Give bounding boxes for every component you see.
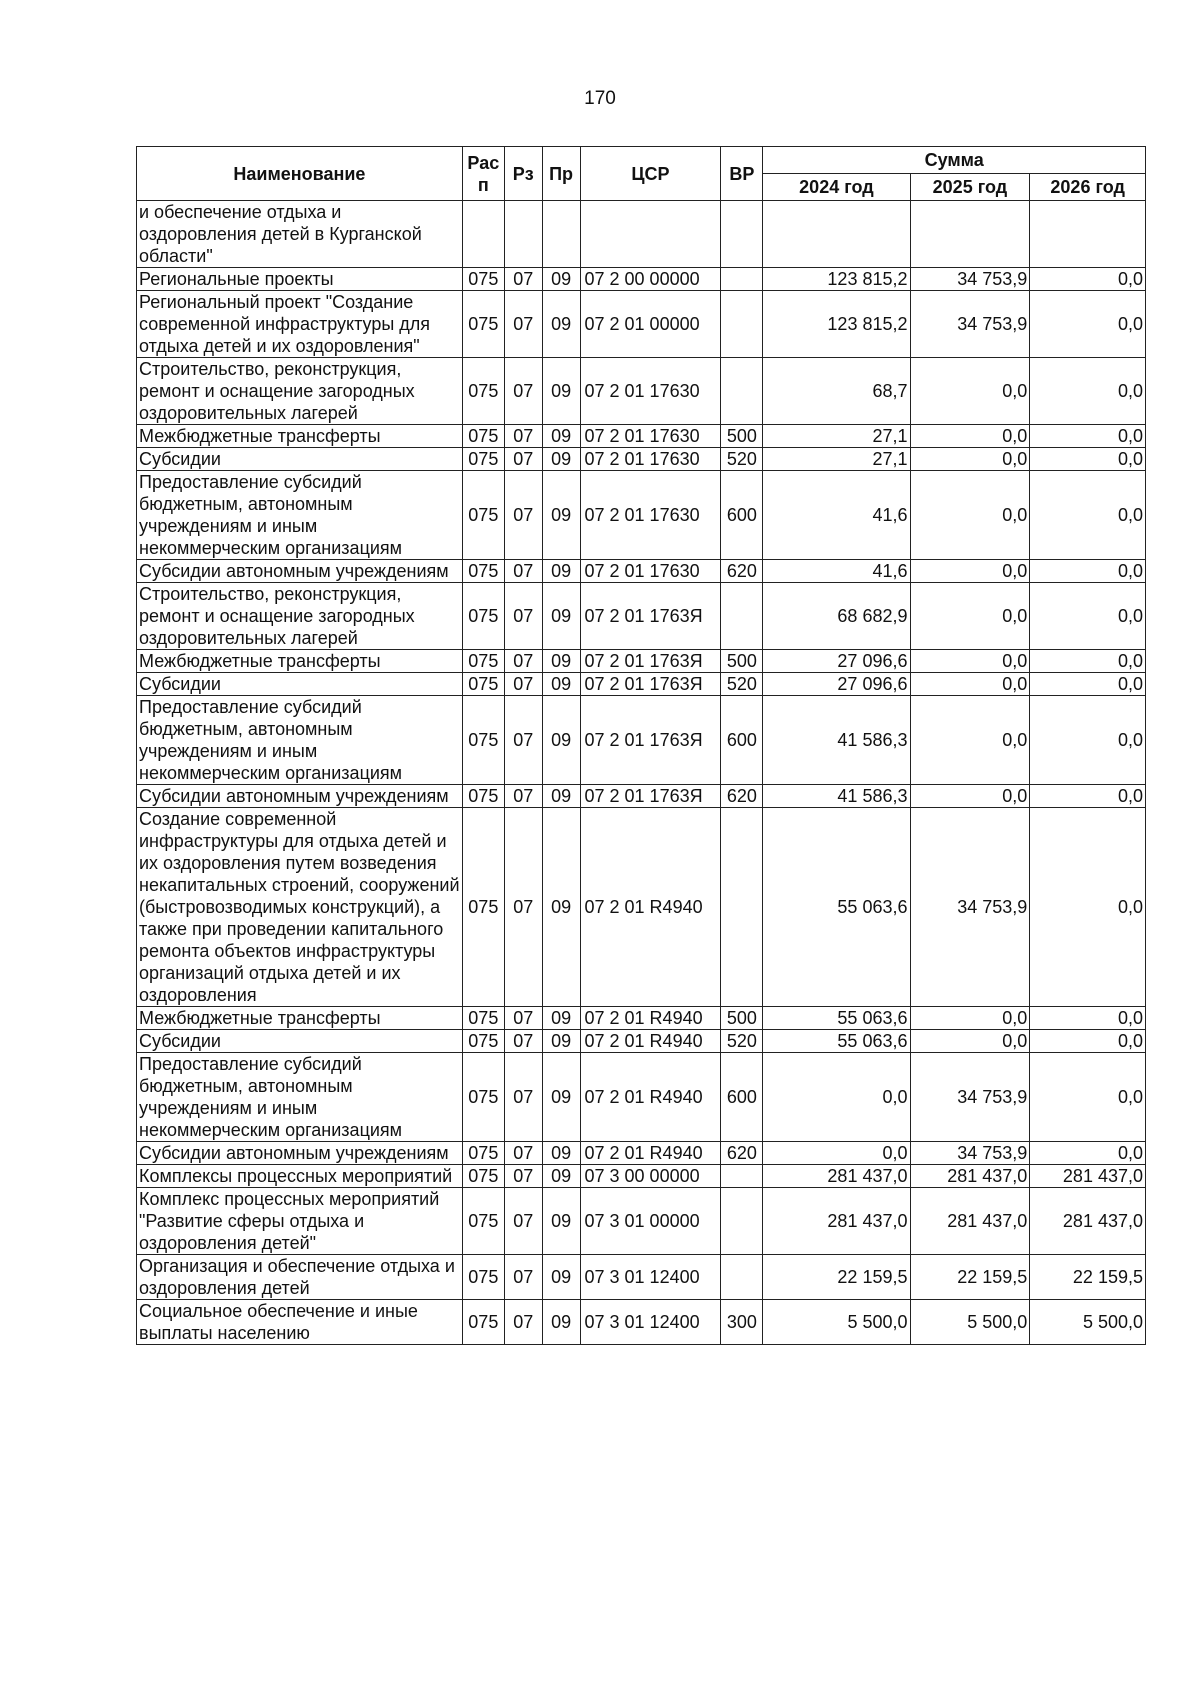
cell-amount-2026: 0,0 xyxy=(1030,696,1146,785)
table-row xyxy=(137,785,1146,808)
cell-amount-2025: 281 437,0 xyxy=(910,1165,1030,1188)
header-year-2024: 2024 год xyxy=(763,174,910,201)
table-row xyxy=(137,1165,1146,1188)
cell-pr: 09 xyxy=(542,650,580,673)
cell-name: Межбюджетные трансферты xyxy=(137,1007,463,1030)
cell-pr: 09 xyxy=(542,471,580,560)
cell-name: и обеспечение отдыха и оздоровления детей в Курганской области" xyxy=(137,201,463,268)
cell-csr: 07 2 01 17630 xyxy=(580,358,721,425)
cell-rasp: 075 xyxy=(462,1007,504,1030)
cell-pr: 09 xyxy=(542,1142,580,1165)
cell-csr: 07 3 00 00000 xyxy=(580,1165,721,1188)
table-row xyxy=(137,1053,1146,1142)
cell-amount-2024: 123 815,2 xyxy=(763,291,910,358)
cell-csr: 07 2 01 1763Я xyxy=(580,583,721,650)
cell-rasp: 075 xyxy=(462,650,504,673)
cell-pr: 09 xyxy=(542,358,580,425)
cell-amount-2026: 281 437,0 xyxy=(1030,1188,1146,1255)
table-row xyxy=(137,448,1146,471)
cell-pr: 09 xyxy=(542,1165,580,1188)
cell-name: Комплексы процессных мероприятий xyxy=(137,1165,463,1188)
cell-rz: 07 xyxy=(504,1007,542,1030)
cell-vr xyxy=(721,583,763,650)
cell-amount-2025: 0,0 xyxy=(910,696,1030,785)
cell-name: Субсидии xyxy=(137,673,463,696)
cell-rz: 07 xyxy=(504,1188,542,1255)
cell-rasp: 075 xyxy=(462,1053,504,1142)
cell-name: Предоставление субсидий бюджетным, автономным учреждениям и иным некоммерческим организациям xyxy=(137,1053,463,1142)
cell-name: Субсидии автономным учреждениям xyxy=(137,785,463,808)
cell-pr: 09 xyxy=(542,448,580,471)
cell-csr: 07 3 01 12400 xyxy=(580,1300,721,1345)
cell-name: Создание современной инфраструктуры для отдыха детей и их оздоровления путем возведения некапитальных строений, сооружений (быстровозводимых конструкций), а также при проведении капитального ремонта объектов инфраструктуры организаций отдыха детей и их оздоровления xyxy=(137,808,463,1007)
cell-csr: 07 2 01 1763Я xyxy=(580,673,721,696)
cell-amount-2024: 55 063,6 xyxy=(763,1030,910,1053)
table-row xyxy=(137,358,1146,425)
cell-amount-2025: 0,0 xyxy=(910,560,1030,583)
cell-amount-2025: 0,0 xyxy=(910,673,1030,696)
cell-csr: 07 2 01 R4940 xyxy=(580,808,721,1007)
cell-amount-2026: 0,0 xyxy=(1030,785,1146,808)
cell-amount-2026: 0,0 xyxy=(1030,673,1146,696)
cell-amount-2026: 0,0 xyxy=(1030,1053,1146,1142)
cell-amount-2024: 55 063,6 xyxy=(763,808,910,1007)
table-row xyxy=(137,1188,1146,1255)
cell-amount-2026: 0,0 xyxy=(1030,1030,1146,1053)
cell-rasp xyxy=(462,201,504,268)
cell-rz: 07 xyxy=(504,471,542,560)
cell-csr: 07 2 01 17630 xyxy=(580,471,721,560)
cell-rz: 07 xyxy=(504,1300,542,1345)
cell-amount-2026: 0,0 xyxy=(1030,808,1146,1007)
cell-name: Межбюджетные трансферты xyxy=(137,650,463,673)
cell-csr: 07 2 01 1763Я xyxy=(580,650,721,673)
cell-rz: 07 xyxy=(504,583,542,650)
cell-vr: 500 xyxy=(721,425,763,448)
table-row xyxy=(137,201,1146,268)
cell-amount-2024: 0,0 xyxy=(763,1142,910,1165)
cell-amount-2025: 0,0 xyxy=(910,650,1030,673)
cell-rz: 07 xyxy=(504,425,542,448)
cell-amount-2024: 55 063,6 xyxy=(763,1007,910,1030)
cell-vr xyxy=(721,1165,763,1188)
cell-amount-2025: 281 437,0 xyxy=(910,1188,1030,1255)
cell-csr: 07 2 01 17630 xyxy=(580,560,721,583)
cell-amount-2025: 22 159,5 xyxy=(910,1255,1030,1300)
cell-name: Строительство, реконструкция, ремонт и оснащение загородных оздоровительных лагерей xyxy=(137,583,463,650)
cell-amount-2026: 0,0 xyxy=(1030,291,1146,358)
cell-csr: 07 3 01 12400 xyxy=(580,1255,721,1300)
cell-amount-2025: 34 753,9 xyxy=(910,268,1030,291)
cell-amount-2025: 0,0 xyxy=(910,583,1030,650)
cell-vr: 300 xyxy=(721,1300,763,1345)
cell-amount-2025: 0,0 xyxy=(910,358,1030,425)
cell-pr: 09 xyxy=(542,785,580,808)
cell-rasp: 075 xyxy=(462,583,504,650)
cell-pr: 09 xyxy=(542,1007,580,1030)
cell-csr: 07 2 01 00000 xyxy=(580,291,721,358)
cell-rasp: 075 xyxy=(462,1300,504,1345)
cell-csr: 07 2 01 R4940 xyxy=(580,1053,721,1142)
cell-rasp: 075 xyxy=(462,808,504,1007)
cell-amount-2026: 0,0 xyxy=(1030,650,1146,673)
cell-name: Субсидии автономным учреждениям xyxy=(137,1142,463,1165)
cell-rz: 07 xyxy=(504,808,542,1007)
cell-rasp: 075 xyxy=(462,785,504,808)
cell-amount-2025: 0,0 xyxy=(910,448,1030,471)
cell-vr: 600 xyxy=(721,471,763,560)
cell-amount-2024: 41,6 xyxy=(763,471,910,560)
cell-name: Предоставление субсидий бюджетным, автономным учреждениям и иным некоммерческим организациям xyxy=(137,471,463,560)
cell-rasp: 075 xyxy=(462,268,504,291)
cell-vr: 620 xyxy=(721,1142,763,1165)
cell-amount-2026: 0,0 xyxy=(1030,448,1146,471)
cell-pr: 09 xyxy=(542,583,580,650)
table-row xyxy=(137,1300,1146,1345)
header-vr: ВР xyxy=(721,147,763,201)
cell-pr: 09 xyxy=(542,1188,580,1255)
cell-amount-2024: 123 815,2 xyxy=(763,268,910,291)
cell-amount-2024: 281 437,0 xyxy=(763,1165,910,1188)
cell-rasp: 075 xyxy=(462,1030,504,1053)
cell-rz: 07 xyxy=(504,358,542,425)
cell-vr: 520 xyxy=(721,673,763,696)
table-body xyxy=(137,201,1146,1345)
cell-pr: 09 xyxy=(542,425,580,448)
cell-rasp: 075 xyxy=(462,1255,504,1300)
page-number: 170 xyxy=(584,88,616,109)
table-row xyxy=(137,1142,1146,1165)
cell-name: Межбюджетные трансферты xyxy=(137,425,463,448)
cell-name: Организация и обеспечение отдыха и оздоровления детей xyxy=(137,1255,463,1300)
cell-amount-2024: 22 159,5 xyxy=(763,1255,910,1300)
cell-pr: 09 xyxy=(542,808,580,1007)
cell-csr: 07 3 01 00000 xyxy=(580,1188,721,1255)
cell-vr: 620 xyxy=(721,785,763,808)
table-row xyxy=(137,673,1146,696)
cell-pr xyxy=(542,201,580,268)
cell-amount-2024: 68,7 xyxy=(763,358,910,425)
cell-vr: 500 xyxy=(721,1007,763,1030)
cell-amount-2024: 27 096,6 xyxy=(763,673,910,696)
cell-rz: 07 xyxy=(504,448,542,471)
cell-amount-2024: 281 437,0 xyxy=(763,1188,910,1255)
cell-rz: 07 xyxy=(504,560,542,583)
cell-amount-2025: 0,0 xyxy=(910,1030,1030,1053)
cell-amount-2026: 0,0 xyxy=(1030,471,1146,560)
cell-vr xyxy=(721,201,763,268)
cell-rz: 07 xyxy=(504,1053,542,1142)
header-csr: ЦСР xyxy=(580,147,721,201)
cell-name: Строительство, реконструкция, ремонт и оснащение загородных оздоровительных лагерей xyxy=(137,358,463,425)
cell-rz: 07 xyxy=(504,1142,542,1165)
table-row xyxy=(137,291,1146,358)
cell-rasp: 075 xyxy=(462,358,504,425)
cell-pr: 09 xyxy=(542,1030,580,1053)
cell-rz: 07 xyxy=(504,673,542,696)
cell-amount-2024: 41 586,3 xyxy=(763,696,910,785)
cell-amount-2026: 0,0 xyxy=(1030,1142,1146,1165)
cell-name: Предоставление субсидий бюджетным, автономным учреждениям и иным некоммерческим организациям xyxy=(137,696,463,785)
cell-name: Региональный проект "Создание современной инфраструктуры для отдыха детей и их оздоровления" xyxy=(137,291,463,358)
cell-amount-2026: 0,0 xyxy=(1030,1007,1146,1030)
cell-csr: 07 2 00 00000 xyxy=(580,268,721,291)
cell-name: Комплекс процессных мероприятий "Развитие сферы отдыха и оздоровления детей" xyxy=(137,1188,463,1255)
table-row xyxy=(137,808,1146,1007)
cell-rz xyxy=(504,201,542,268)
cell-amount-2024: 5 500,0 xyxy=(763,1300,910,1345)
cell-amount-2026: 0,0 xyxy=(1030,560,1146,583)
cell-rasp: 075 xyxy=(462,291,504,358)
cell-csr: 07 2 01 17630 xyxy=(580,448,721,471)
table-row xyxy=(137,696,1146,785)
cell-amount-2025: 0,0 xyxy=(910,785,1030,808)
cell-vr: 600 xyxy=(721,696,763,785)
cell-rasp: 075 xyxy=(462,560,504,583)
cell-name: Субсидии xyxy=(137,448,463,471)
cell-pr: 09 xyxy=(542,1255,580,1300)
cell-csr: 07 2 01 R4940 xyxy=(580,1142,721,1165)
cell-rz: 07 xyxy=(504,268,542,291)
cell-amount-2024 xyxy=(763,201,910,268)
table-row xyxy=(137,650,1146,673)
cell-vr: 600 xyxy=(721,1053,763,1142)
cell-amount-2024: 68 682,9 xyxy=(763,583,910,650)
cell-rasp: 075 xyxy=(462,471,504,560)
cell-csr: 07 2 01 1763Я xyxy=(580,785,721,808)
cell-csr: 07 2 01 R4940 xyxy=(580,1007,721,1030)
cell-pr: 09 xyxy=(542,560,580,583)
cell-amount-2025 xyxy=(910,201,1030,268)
cell-rz: 07 xyxy=(504,1030,542,1053)
cell-rz: 07 xyxy=(504,1255,542,1300)
cell-name: Субсидии xyxy=(137,1030,463,1053)
header-rasp: Рас п xyxy=(462,147,504,201)
table-row xyxy=(137,268,1146,291)
cell-amount-2024: 27,1 xyxy=(763,425,910,448)
cell-vr: 620 xyxy=(721,560,763,583)
cell-rasp: 075 xyxy=(462,425,504,448)
cell-rz: 07 xyxy=(504,785,542,808)
cell-pr: 09 xyxy=(542,673,580,696)
header-year-2025: 2025 год xyxy=(910,174,1030,201)
table-row xyxy=(137,1007,1146,1030)
cell-name: Социальное обеспечение и иные выплаты населению xyxy=(137,1300,463,1345)
cell-amount-2025: 34 753,9 xyxy=(910,1142,1030,1165)
cell-rz: 07 xyxy=(504,696,542,785)
cell-amount-2024: 27 096,6 xyxy=(763,650,910,673)
cell-rasp: 075 xyxy=(462,448,504,471)
header-sum: Сумма xyxy=(763,147,1146,174)
cell-rasp: 075 xyxy=(462,696,504,785)
cell-vr xyxy=(721,1188,763,1255)
table-row xyxy=(137,1030,1146,1053)
cell-pr: 09 xyxy=(542,1053,580,1142)
cell-vr xyxy=(721,268,763,291)
cell-amount-2026: 281 437,0 xyxy=(1030,1165,1146,1188)
cell-rasp: 075 xyxy=(462,1188,504,1255)
cell-amount-2025: 0,0 xyxy=(910,1007,1030,1030)
cell-amount-2025: 0,0 xyxy=(910,425,1030,448)
cell-amount-2026: 0,0 xyxy=(1030,358,1146,425)
header-rz: Рз xyxy=(504,147,542,201)
cell-amount-2024: 41 586,3 xyxy=(763,785,910,808)
table-row xyxy=(137,471,1146,560)
cell-csr: 07 2 01 R4940 xyxy=(580,1030,721,1053)
cell-csr xyxy=(580,201,721,268)
cell-pr: 09 xyxy=(542,1300,580,1345)
cell-amount-2026 xyxy=(1030,201,1146,268)
cell-amount-2024: 0,0 xyxy=(763,1053,910,1142)
cell-amount-2025: 34 753,9 xyxy=(910,1053,1030,1142)
cell-rasp: 075 xyxy=(462,673,504,696)
cell-amount-2025: 5 500,0 xyxy=(910,1300,1030,1345)
cell-rz: 07 xyxy=(504,291,542,358)
cell-vr xyxy=(721,1255,763,1300)
table-row xyxy=(137,1255,1146,1300)
cell-pr: 09 xyxy=(542,291,580,358)
header-pr: Пр xyxy=(542,147,580,201)
cell-csr: 07 2 01 1763Я xyxy=(580,696,721,785)
cell-rasp: 075 xyxy=(462,1142,504,1165)
cell-name: Региональные проекты xyxy=(137,268,463,291)
cell-vr: 500 xyxy=(721,650,763,673)
cell-pr: 09 xyxy=(542,696,580,785)
cell-rasp: 075 xyxy=(462,1165,504,1188)
cell-vr xyxy=(721,291,763,358)
header-year-2026: 2026 год xyxy=(1030,174,1146,201)
cell-rz: 07 xyxy=(504,1165,542,1188)
cell-amount-2026: 22 159,5 xyxy=(1030,1255,1146,1300)
cell-amount-2026: 0,0 xyxy=(1030,583,1146,650)
cell-amount-2026: 0,0 xyxy=(1030,425,1146,448)
budget-table xyxy=(136,146,1146,1345)
cell-amount-2024: 27,1 xyxy=(763,448,910,471)
cell-amount-2026: 5 500,0 xyxy=(1030,1300,1146,1345)
cell-amount-2024: 41,6 xyxy=(763,560,910,583)
cell-name: Субсидии автономным учреждениям xyxy=(137,560,463,583)
cell-vr: 520 xyxy=(721,1030,763,1053)
table-row xyxy=(137,583,1146,650)
cell-vr xyxy=(721,358,763,425)
cell-rz: 07 xyxy=(504,650,542,673)
cell-amount-2025: 34 753,9 xyxy=(910,808,1030,1007)
cell-vr: 520 xyxy=(721,448,763,471)
cell-pr: 09 xyxy=(542,268,580,291)
table-row xyxy=(137,560,1146,583)
cell-amount-2025: 34 753,9 xyxy=(910,291,1030,358)
table-row xyxy=(137,425,1146,448)
cell-amount-2026: 0,0 xyxy=(1030,268,1146,291)
cell-csr: 07 2 01 17630 xyxy=(580,425,721,448)
cell-amount-2025: 0,0 xyxy=(910,471,1030,560)
cell-vr xyxy=(721,808,763,1007)
header-name: Наименование xyxy=(137,147,463,201)
